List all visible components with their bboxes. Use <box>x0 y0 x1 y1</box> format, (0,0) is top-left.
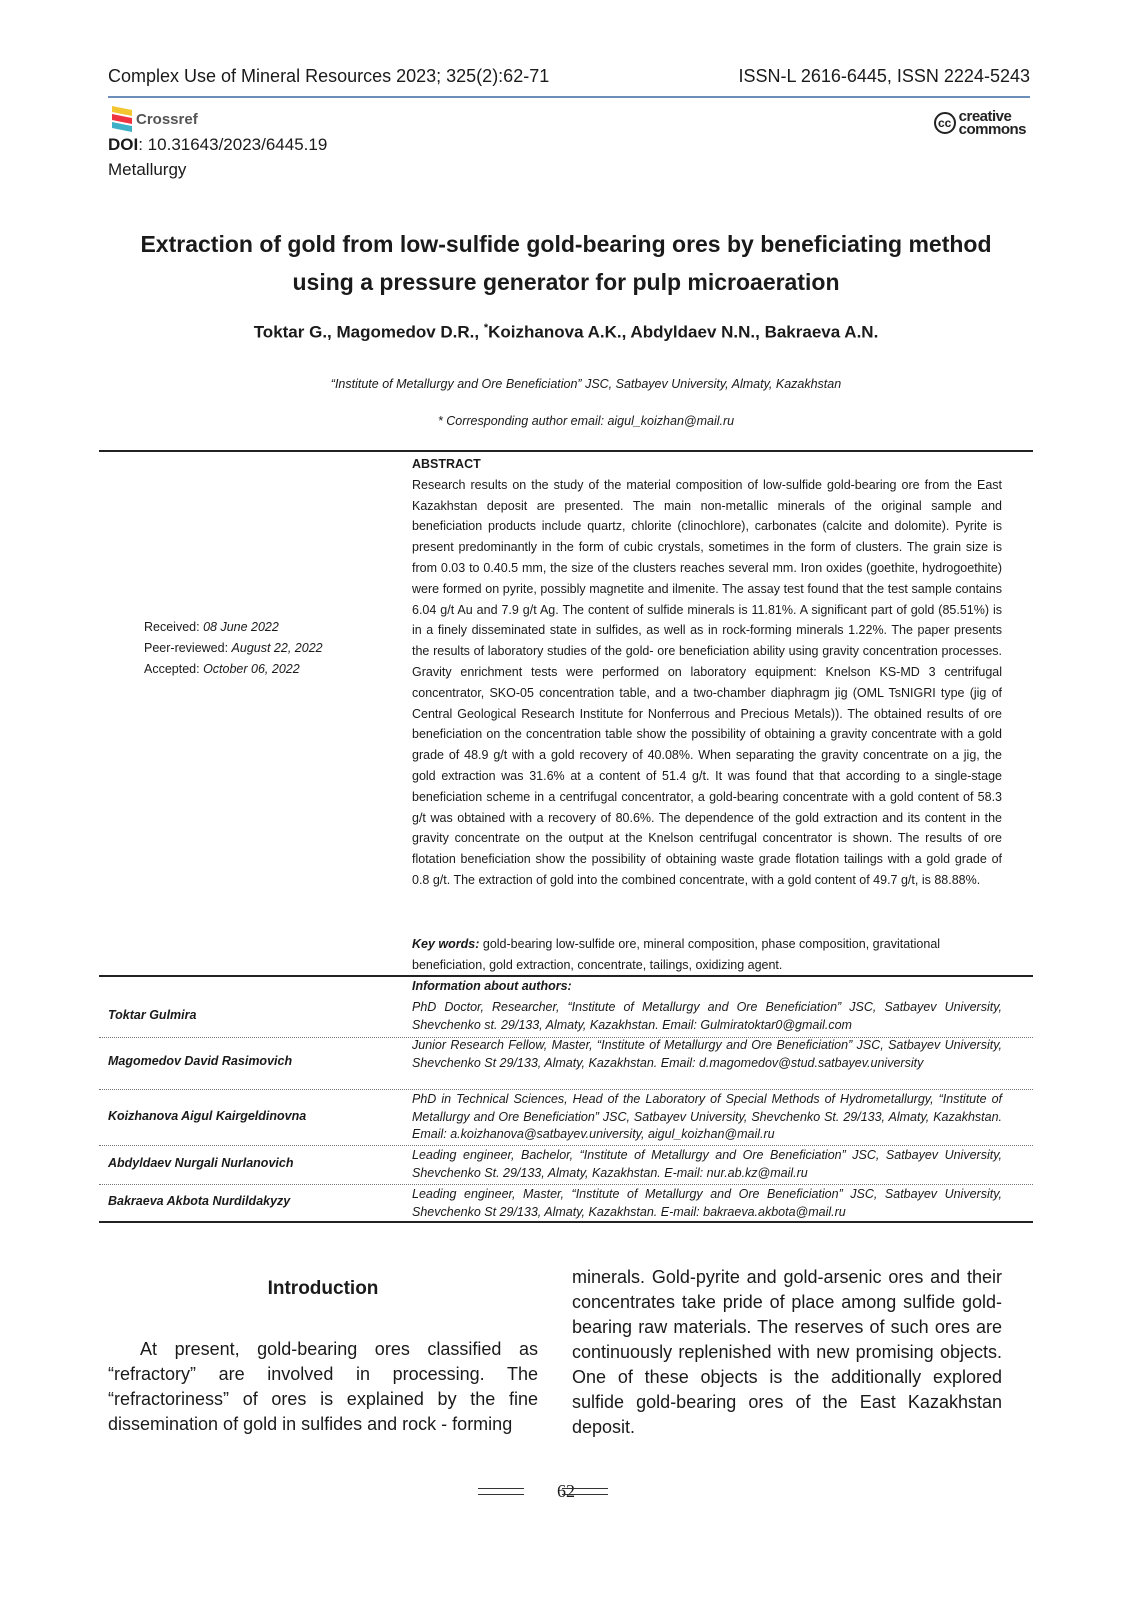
authors-info-heading: Information about authors: <box>412 979 572 993</box>
author-details: PhD in Technical Sciences, Head of the Laboratory of Special Methods of Hydrometallurgy, “Institute of Metallurgy and Ore Beneficiation” JSC, Satbayev University, Shevchenko St. 29/133, Almaty, Kazakhstan. Email: a.koizhanova@satbayev.university, aigul_koizhan@mail.ru <box>412 1092 1002 1142</box>
author-details: Junior Research Fellow, Master, “Institute of Metallurgy and Ore Beneficiation” JSC, Satbayev University, Shevchenko St 29/133, Almaty, Kazakhstan. Email: d.magomedov@stud.satbayev.university <box>412 1038 1002 1070</box>
peer-reviewed-date: Peer-reviewed: August 22, 2022 <box>144 641 323 655</box>
intro-column-left: At present, gold-bearing ores classified as “refractory” are involved in processing. The “refractoriness” of ores is explained by the fine dissemination of gold in sulfides and rock - forming <box>108 1339 538 1434</box>
cc-icon: cc <box>934 112 956 134</box>
crossref-label: Crossref <box>136 110 198 128</box>
article-title <box>120 225 1012 301</box>
doi-label: DOI <box>108 135 139 154</box>
author-info-row <box>99 1145 1033 1185</box>
section-label: Metallurgy <box>108 160 187 179</box>
author-name: Toktar Gulmira <box>108 1008 197 1022</box>
header-rule <box>108 96 1030 98</box>
corresponding-email[interactable]: * Corresponding author email: aigul_koizhan@mail.ru <box>437 414 735 428</box>
cc-label-top: creative <box>958 108 1012 125</box>
author-name: Abdyldaev Nurgali Nurlanovich <box>108 1156 294 1170</box>
abstract-text: Research results on the study of the material composition of low-sulfide gold-bearing ore from the East Kazakhstan deposit are presented. The main non-metallic minerals of the original sample and beneficiation products include quartz, chlorite (clinochlore), carbonates (calcite and dolomite). Pyrite is present predominantly in the form of cubic crystals, sometimes in the form of clusters. The grain size is from 0.03 to 0.40.5 mm, the size of the clusters reaches several mm. Iron oxides (goethite, hydrogoethite) were formed on pyrite, possibly magnetite and ilmenite. The assay test found that the test sample contains 6.04 g/t Au and 7.9 g/t Ag. The content of sulfide minerals is 11.81%. A significant part of gold (85.51%) is in a finely disseminated state in sulfides, as well as in rock-forming minerals 1.22%. The paper presents the results of laboratory studies of the gold- ore beneficiation ability using gravity concentration processes. Gravity enrichment tests were performed on laboratory equipment: Knelson KS-MD 3 centrifugal concentrator, SKO-05 concentration table, and a two-chamber diaphragm jig (OML TsNIGRI type (jig of Central Geological Research Institute for Nonferrous and Precious Metals)). The obtained results of ore beneficiation on the concentration table show the possibility of obtaining a gravity concentrate with a gold grade of 48.9 g/t with a gold recovery of 40.08%. When separating the gravity concentrate on a jig, the gold extraction was 31.6% at a content of 51.4 g/t. It was found that that according to a single-stage beneficiation scheme in a centrifugal concentrator, a gold-bearing concentrate with a gold content of 58.3 g/t was obtained with a recovery of 80.6%. The dependence of the gold extraction and its content in the gravity concentrate on the output at the Knelson centrifugal concentrator is shown. The results of ore flotation beneficiation show the possibility of obtaining waste grade flotation tailings with a gold grade of 0.8 g/t. The extraction of gold into the combined concentrate, with a gold content of 49.7 g/t, is 88.88%. <box>412 477 1002 887</box>
abstract <box>412 454 1002 891</box>
crossref-icon <box>110 104 134 134</box>
page-number: 62 <box>557 1481 575 1501</box>
received-date: Received: 08 June 2022 <box>144 620 279 634</box>
creative-commons-logo[interactable] <box>934 110 1026 136</box>
issn: ISSN-L 2616-6445, ISSN 2224-5243 <box>738 66 1030 86</box>
author-name: Magomedov David Rasimovich <box>108 1054 293 1068</box>
author-info-row <box>99 997 1033 1038</box>
accepted-date: Accepted: October 06, 2022 <box>144 662 300 676</box>
authors-info-bottom-rule <box>99 1221 1033 1223</box>
title-line-2: using a pressure generator for pulp microaeration <box>292 269 840 295</box>
authors-info-top-rule <box>99 975 1033 977</box>
page-number-ornament-right <box>562 1488 608 1495</box>
author-name: Koizhanova Aigul Kairgeldinovna <box>108 1109 307 1123</box>
keywords-label: Key words: <box>412 937 480 951</box>
author-info-row <box>99 1184 1033 1222</box>
doi[interactable] <box>108 135 327 155</box>
affiliation: “Institute of Metallurgy and Ore Beneficiation” JSC, Satbayev University, Almaty, Kazakhstan <box>330 377 842 391</box>
introduction-heading: Introduction <box>267 1278 379 1299</box>
authors-part-2: Koizhanova A.K., Abdyldaev N.N., Bakraeva A.N. <box>488 322 879 342</box>
journal-citation: Complex Use of Mineral Resources 2023; 325(2):62-71 <box>108 66 550 86</box>
author-details: PhD Doctor, Researcher, “Institute of Metallurgy and Ore Beneficiation” JSC, Satbayev University, Shevchenko st. 29/133, Almaty, Kazakhstan. Email: Gulmiratoktar0@gmail.com <box>412 1000 1002 1032</box>
author-name: Bakraeva Akbota Nurdildakyzy <box>108 1194 291 1208</box>
abstract-top-rule <box>99 450 1033 452</box>
author-info-row <box>99 1089 1033 1146</box>
author-list <box>100 322 1032 343</box>
title-line-1: Extraction of gold from low-sulfide gold-bearing ores by beneficiating method <box>140 231 992 257</box>
intro-column-right: minerals. Gold-pyrite and gold-arsenic ores and their concentrates take pride of place among sulfide gold-bearing raw materials. The reserves of such ores are continuously replenished with new promising objects. One of these objects is the additionally explored sulfide gold-bearing ores of the East Kazakhstan deposit. <box>572 1267 1002 1437</box>
author-info-row <box>99 1037 1033 1090</box>
author-details: Leading engineer, Master, “Institute of Metallurgy and Ore Beneficiation” JSC, Satbayev University, Shevchenko St 29/133, Almaty, Kazakhstan. E-mail: bakraeva.akbota@mail.ru <box>412 1187 1002 1219</box>
abstract-heading: ABSTRACT <box>412 457 481 471</box>
article-dates <box>144 617 323 680</box>
crossref-logo[interactable] <box>110 104 198 134</box>
corresponding-mark: * <box>483 322 489 334</box>
author-details: Leading engineer, Bachelor, “Institute of Metallurgy and Ore Beneficiation” JSC, Satbayev University, Shevchenko St. 29/133, Almaty, Kazakhstan. E-mail: nur.ab.kz@mail.ru <box>412 1148 1002 1180</box>
cc-label-bottom: commons <box>958 121 1026 138</box>
authors-part-1: Toktar G., Magomedov D.R., <box>253 322 484 342</box>
keywords <box>412 934 1002 976</box>
doi-value: : 10.31643/2023/6445.19 <box>138 135 328 154</box>
keywords-text: gold-bearing low-sulfide ore, mineral composition, phase composition, gravitational beneficiation, gold extraction, concentrate, tailings, oxidizing agent. <box>412 937 941 972</box>
